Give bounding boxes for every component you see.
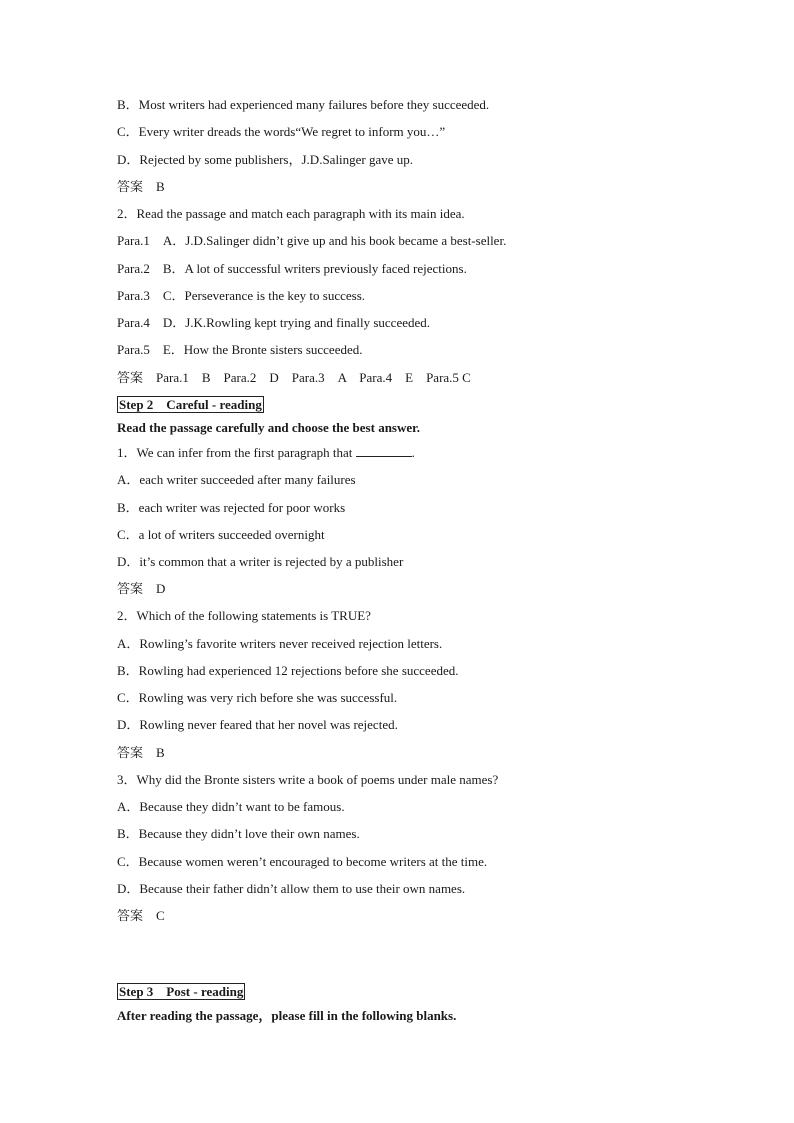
question-line: 1．We can infer from the first paragraph that . <box>117 445 415 460</box>
step-2-heading <box>117 397 264 413</box>
option-b-line: B．Most writers had experienced many failures before they succeeded. <box>117 97 490 112</box>
match-line: Para.2 B．A lot of successful writers previously faced rejections. <box>117 261 467 276</box>
question-text: 1．We can infer from the first paragraph that <box>117 445 356 460</box>
match-line: Para.5 E．How the Bronte sisters succeeded. <box>117 342 363 357</box>
option-c-line: C．Rowling was very rich before she was successful. <box>117 690 398 705</box>
option-d-line: D．it’s common that a writer is rejected by a publisher <box>117 554 404 569</box>
option-d-line: D．Rowling never feared that her novel was rejected. <box>117 717 398 732</box>
answer-line: 答案 Para.1 B Para.2 D Para.3 A Para.4 E Para.5 C <box>117 370 471 385</box>
option-a-line: A．Because they didn’t want to be famous. <box>117 799 345 814</box>
instruction-line: Read the passage carefully and choose the best answer. <box>117 420 420 435</box>
match-line: Para.4 D．J.K.Rowling kept trying and finally succeeded. <box>117 315 431 330</box>
answer-blank <box>356 445 412 457</box>
question-line: 2．Which of the following statements is TRUE? <box>117 608 371 623</box>
option-c-line: C．Because women weren’t encouraged to become writers at the time. <box>117 854 488 869</box>
step-2-label: Step 2 Careful - reading <box>119 397 262 412</box>
option-c-line: C．a lot of writers succeeded overnight <box>117 527 325 542</box>
answer-line: 答案 B <box>117 179 165 194</box>
step-3-label: Step 3 Post - reading <box>119 984 244 999</box>
option-d-line: D．Rejected by some publishers，J.D.Salinger gave up. <box>117 152 414 167</box>
option-c-line: C．Every writer dreads the words“We regret to inform you…” <box>117 124 446 139</box>
option-d-line: D．Because their father didn’t allow them to use their own names. <box>117 881 466 896</box>
match-line: Para.1 A．J.D.Salinger didn’t give up and his book became a best-seller. <box>117 233 507 248</box>
answer-line: 答案 C <box>117 908 165 923</box>
answer-line: 答案 D <box>117 581 166 596</box>
step-3-heading <box>117 984 245 1000</box>
option-a-line: A．Rowling’s favorite writers never received rejection letters. <box>117 636 443 651</box>
match-line: Para.3 C．Perseverance is the key to success. <box>117 288 366 303</box>
option-b-line: B．Rowling had experienced 12 rejections before she succeeded. <box>117 663 459 678</box>
question-line: 2．Read the passage and match each paragraph with its main idea. <box>117 206 465 221</box>
question-line: 3．Why did the Bronte sisters write a book of poems under male names? <box>117 772 499 787</box>
option-b-line: B．Because they didn’t love their own names. <box>117 826 360 841</box>
option-b-line: B．each writer was rejected for poor works <box>117 500 346 515</box>
option-a-line: A．each writer succeeded after many failures <box>117 472 356 487</box>
answer-line: 答案 B <box>117 745 165 760</box>
instruction-line: After reading the passage，please fill in the following blanks. <box>117 1008 457 1023</box>
